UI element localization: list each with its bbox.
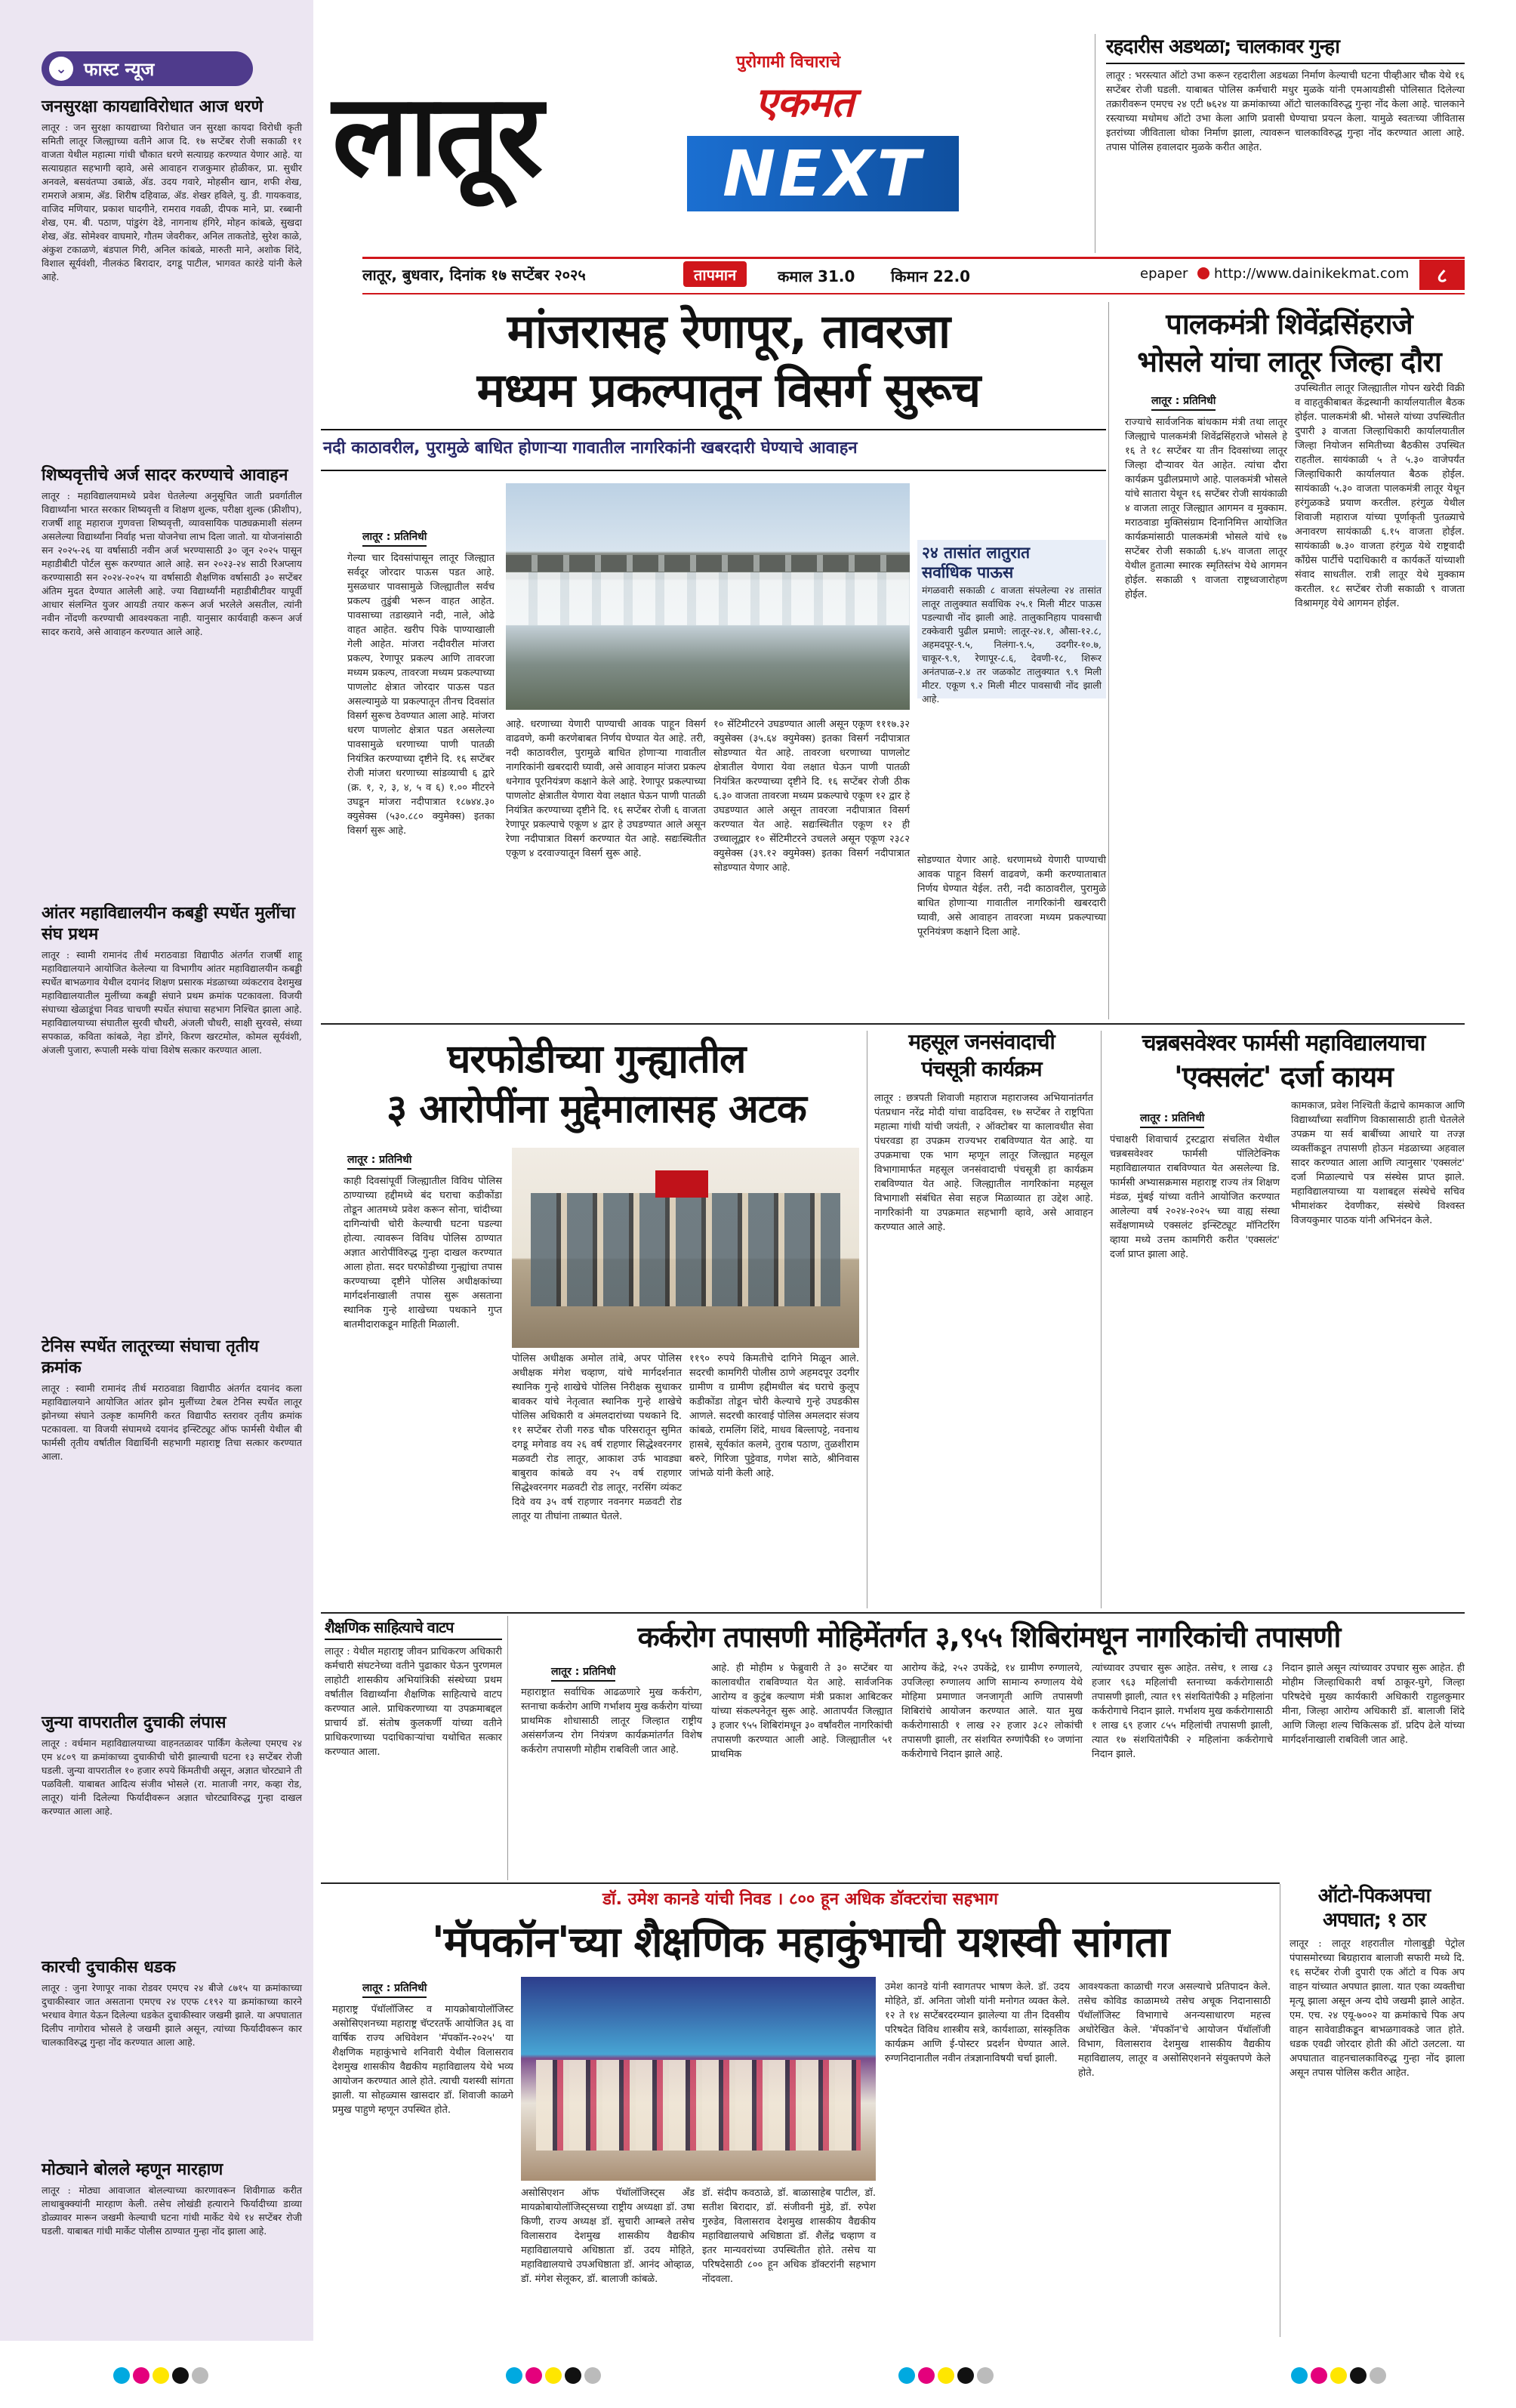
minister-headline-1: पालकमंत्री शिवेंद्रसिंहराजे [1166, 307, 1413, 341]
column-divider [1108, 302, 1109, 1019]
sidebar-news-item [42, 1957, 302, 2147]
epaper-label: epaper [1140, 266, 1188, 282]
section-rule [321, 1023, 1465, 1025]
sidebar-news-body: लातूर : स्वामी रामानंद तीर्थ मराठवाडा विद्यापीठ अंतर्गत दयानंद कला महाविद्यालयाने आयोजित आंतर झोन मुलींच्या टेबल टेनिस स्पर्धेत लातूर झोनच्या संघाने उत्कृष्ट कामगिरी करत विद्यापीठ स्तरावर तृतीय क्रमांक पटकावला. या विजयी संघामध्ये दयानंद इन्स्टिट्यूट ऑफ फार्मसी येथील बी फार्मसी तृतीय वर्षातील विद्यार्थिनी सहभागी महाराष्ट्र तिचा सत्कार करण्यात आला. [42, 1383, 302, 1462]
cancer-body-col-5: निदान झाले असून त्यांच्यावर उपचार सुरू आहेत. ही मोहीम जिल्हाधिकारी वर्षा ठाकूर-घुगे, जिल्हा परिषदेचे मुख्य कार्यकारी अधिकारी राहुलकुमार मीना, जिल्हा आरोग्य अधिकारी डॉ. बालाजी शिंदे आणि जिल्हा शल्य चिकित्सक डॉ. प्रदिप ढेले यांच्या मार्गदर्शनाखाली राबविली जात आहे. [1282, 1663, 1465, 1746]
rain-box [917, 540, 1106, 705]
mapcon-kicker: डॉ. उमेश कानडे यांची निवड । ८०० हून अधिक डॉक्टरांचा सहभाग [602, 1890, 998, 1909]
pharmacy-byline-text: लातूर : प्रतिनिधी [1140, 1111, 1204, 1128]
sidebar-news-item [42, 903, 302, 1341]
cancer-body-col-2: आहे. ही मोहीम ४ फेब्रुवारी ते ३० सप्टेंबर या कालावधीत राबविण्यात येत आहे. सार्वजनिक आरोग्य व कुटुंब कल्याण मंत्री प्रकाश आबिटकर यांच्या संकल्पनेतून सुरू आहे. आतापर्यंत जिल्ह्यात ३ हजार ९५५ शिबिरांमधून ३० वर्षांवरील नागरिकांची तपासणी करण्यात आली आहे. जिल्ह्यातील ५१ प्राथमिक [711, 1663, 892, 1760]
sidebar-news-body: लातूर : वर्धमान महाविद्यालयाच्या वाहनतळावर पार्किंग केलेल्या एमएच २४ एम ४८०९ या क्रमांकाच्या दुचाकीची चोरी झाल्याची घटना १३ सप्टेंबर रोजी घडली. जुन्या वापरातील १० हजार रुपये किंमतीची असून, अज्ञात चोरट्याने ती पळविली. याबाबत आदित्य संजीव भोसले (रा. माताजी नगर, कव्हा रोड, लातूर) यांनी दिलेल्या फिर्यादीवरून अज्ञात चोरट्याविरुद्ध गुन्हा दाखल करण्यात आला आहे. [42, 1737, 302, 1817]
burglary-headline-2: ३ आरोपींना मुद्देमालासह अटक [387, 1087, 806, 1132]
sidebar-news-title: जुन्या वापरातील दुचाकी लंपास [42, 1713, 226, 1732]
mapcon-body-col-2: असोसिएशन ऑफ पॅथॉलॉजिस्ट्स अँड मायक्रोबायोलॉजिस्ट्सच्या राष्ट्रीय अध्यक्षा डॉ. उषा किणी, राज्य अध्यक्ष डॉ. सुचारी आम्बले तसेच विलासराव देशमुख शासकीय वैद्यकीय महाविद्यालयाचे अधिष्ठाता डॉ. उदय मोहिते, महाविद्यालयाचे उपअधिष्ठाता डॉ. आनंद ओव्हाळ, डॉ. मंगेश सेलूकर, डॉ. बालाजी कांबळे. [521, 2188, 695, 2285]
section-rule [321, 1612, 1465, 1614]
rain-box-title-2: सर्वाधिक पाऊस [922, 563, 1014, 581]
rain-box-body: मंगळवारी सकाळी ८ वाजता संपलेल्या २४ तासांत लातूर तालुक्यात सर्वाधिक २५.१ मिली मीटर पाऊस पडल्याची नोंद झाली आहे. तालुकानिहाय पावसाची टक्केवारी पुढील प्रमाणे: लातूर-२४.१, औसा-१२.८, अहमदपूर-९.५, निलंगा-९.५, उदगीर-१०.७, चाकूर-९.९, रेणापूर-८.६, देवणी-१८, शिरूर अनंतपाळ-२.४ तर जळकोट तालुक्यात ९.९ मिली मीटर. एकूण ९.२ मिली मीटर पावसाची नोंद झाली आहे. [922, 584, 1102, 705]
auto-body: लातूर : लातूर शहरातील गोलाबुड्डी पेट्रोल पंपासमोरच्या बिग्रहाराव बालाजी सफारी मध्ये दि. १६ सप्टेंबर रोजी दुपारी एक ऑटो व पिक अप वाहन यांच्यात अपघात झाला. यात एका व्यक्तीचा मृत्यू झाला असून अन्य दोघे जखमी झाले आहेत. एम. एच. २४ एयू-७००२ या क्रमांकाचे पिक अप वाहन सावेवाडीकडून बाभळगावकडे जात होते. धडक एवढी जोरदार होती की ऑटो उलटला. या अपघातात वाहनचालकाविरुद्ध गुन्हा नोंद झाला असून तपास पोलिस करीत आहेत. [1290, 1938, 1465, 2079]
mapcon-headline: 'मॅपकॉन'च्या शैक्षणिक महाकुंभाची यशस्वी सांगता [431, 1918, 1169, 1967]
chevron-down-icon: ⌄ [49, 57, 73, 81]
cancer-body-col-1: महाराष्ट्रात सर्वाधिक आढळणारे मुख कर्करोग, स्तनाचा कर्करोग आणि गर्भाशय मुख कर्करोग यांच्या प्राथमिक शोधासाठी लातूर जिल्हात राष्ट्रीय असंसर्गजन्य रोग नियंत्रण कार्यक्रमांतर्गत विशेष कर्करोग तपासणी मोहीम राबविली जात आहे. [521, 1687, 702, 1756]
sidebar-news-item [42, 2160, 302, 2335]
lead-headline-2: मध्यम प्रकल्पातून विसर्ग सुरूच [476, 362, 981, 418]
pharmacy-byline [1140, 1110, 1204, 1133]
fast-news-header [42, 51, 253, 86]
lead-rule [321, 429, 1106, 430]
temperature-min: किमान 22.0 [891, 267, 971, 285]
sidebar-news-body: लातूर : जुना रेणापूर नाका रोडवर एमएच २४ बीजे ८७१५ या क्रमांकाच्या दुचाकीस्वार जात असताना एमएच २४ एएफ ८१९२ या क्रमांकाच्या कारने भरधाव वेगात येऊन दिलेल्या धडकेत दुचाकीस्वार जखमी झाले. या अपघातात दिलीप नागोराव भोसले हे जखमी झाले असून, त्यांच्या फिर्यादीवरून कार चालकाविरुद्ध गुन्हा नोंद करण्यात आला आहे. [42, 1982, 302, 2048]
mapcon-byline [362, 1980, 427, 2003]
sidebar-news-title: मोठ्याने बोलले म्हणून मारहाण [42, 2160, 223, 2179]
lead-body-col-2: आहे. धरणाच्या येणारी पाण्याची आवक पाहून विसर्ग वाढवणे, कमी करणेबाबत निर्णय घेण्यात येत आहे. तरी, नदी काठावरील, पुरामुळे बाधित होणाऱ्या गावातील नागरिकांनी खबरदारी घ्यावी, असे आवाहन मांजरा प्रकल्प धनेगाव पूरनियंत्रण कक्षाने केले आहे. रेणापूर प्रकल्पाच्या पाणलोट क्षेत्रातील येणारा येवा लक्षात घेऊन पाणी पातळी नियंत्रित करण्याच्या दृष्टीने दि. १६ सप्टेंबर रोजी ६ वाजता रेणापूर प्रकल्पाचे एकूण ४ द्वार हे उघडण्यात आले असून रेणा नदीपात्रात विसर्ग करण्यात येत आहे. सद्यःस्थितीत एकूण ४ दरवाज्यातून विसर्ग सुरू आहे. [506, 719, 706, 859]
lead-body-col-3: १० सेंटिमीटरने उघडण्यात आली असून एकूण १११७.३२ क्युसेक्स (३५.६४ क्युमेक्स) इतका विसर्ग नदीपात्रात सोडण्यात येत आहे. तावरजा धरणाच्या पाणलोट क्षेत्रातील येणारा येवा लक्षात घेऊन पाणी पातळी नियंत्रित करण्याच्या दृष्टीने दि. १६ सप्टेंबर रोजी ठीक ६.३० वाजता तावरजा मध्यम प्रकल्पाचे एकूण १२ द्वार हे उघडण्यात आले असून तावरजा नदीपात्रात विसर्ग करण्यात येत आहे. सद्यःस्थितीत एकूण १२ ही उच्चालूद्वार १० सेंटिमीटरने उचलले असून एकूण २३८२ क्युसेक्स (३९.१२ क्युमेक्स) इतका विसर्ग नदीपात्रात सोडण्यात येणार आहे. [713, 719, 910, 874]
sidebar-news-title: टेनिस स्पर्धेत लातूरच्या संघाचा तृतीय क्रमांक [42, 1337, 259, 1377]
pharmacy-headline-2: 'एक्सलंट' दर्जा कायम [1174, 1060, 1393, 1093]
lead-headline-1: मांजरासह रेणापूर, तावरजा [507, 304, 951, 359]
column-divider [1101, 1031, 1102, 1608]
fast-news-sidebar [0, 0, 313, 2341]
section-rule [321, 1882, 1280, 1884]
dateline: लातूर, बुधवार, दिनांक १७ सप्टेंबर २०२५ [362, 266, 586, 284]
temperature-label: तापमान [694, 265, 737, 284]
cancer-headline: कर्करोग तपासणी मोहिमेंतर्गत ३,९५५ शिबिरांमधून नागरिकांची तपासणी [637, 1620, 1341, 1654]
print-registration-marks [113, 2367, 1434, 2390]
website-url[interactable]: http://www.dainikekmat.com [1214, 266, 1410, 282]
auto-headline-1: ऑटो-पिकअपचा [1317, 1885, 1431, 1907]
burglary-byline-text: लातूर : प्रतिनिधी [347, 1152, 411, 1170]
mapcon-body-col-4: उमेश कानडे यांनी स्वागतपर भाषण केले. डॉ. उदय मोहिते, डॉ. अनिता जोशी यांनी मनोगत व्यक्त केले. १२ ते १४ सप्टेंबरदरम्यान झालेल्या या तीन दिवसीय परिषदेत विविध शास्त्रीय सत्रे, कार्यशाळा, सांस्कृतिक कार्यक्रम आणि ई-पोस्टर प्रदर्शन घेण्यात आले. रुग्णनिदानातील नवीन तंत्रज्ञानाविषयी चर्चा झाली. [885, 1981, 1070, 2064]
next-logo: NEXT [687, 136, 959, 211]
lead-body-col-4: सोडण्यात येणार आहे. धरणामध्ये येणारी पाण्याची आवक पाहून विसर्ग वाढवणे, कमी करण्याताबात निर्णय घेण्यात येईल. तरी, नदी काठावरील, पुरामुळे बाधित होणाऱ्या गावातील नागरिकांनी खबरदारी घ्यावी, असे आवाहन तावरजा मध्यम प्रकल्पाच्या पूरनियंत्रण कक्षाने दिला आहे. [917, 855, 1106, 938]
traffic-news [1106, 34, 1465, 273]
mapcon-body-col-5: आवश्यकता काळाची गरज असल्याचे प्रतिपादन केले. तसेच कोविड काळामध्ये तसेच अचूक निदानासाठी पॅथॉलॉजिस्ट विभागाचे अनन्यसाधारण महत्त्व अधोरेखित केले. 'मॅपकॉन'चे आयोजन पॅथॉलॉजी विभाग, विलासराव देशमुख शासकीय वैद्यकीय महाविद्यालय, लातूर व असोसिएशनने संयुक्तपणे केले होते. [1078, 1981, 1271, 2079]
sidebar-news-title: कारची दुचाकीस धडक [42, 1958, 176, 1977]
lead-body-col-1: गेल्या चार दिवसांपासून लातूर जिल्ह्यात सर्वदूर जोरदार पाऊस पडत आहे. मुसळधार पावसामुळे जिल्ह्यातील सर्वच प्रकल्प तुडुंबी भरून वाहत आहेत. पावसाच्या तडाख्याने नदी, नाले, ओढे वाहत आहेत. खरीप पिके पाण्याखाली गेली आहेत. मांजरा नदीवरील मांजरा प्रकल्प, रेणापूर प्रकल्प आणि तावरजा मध्यम प्रकल्प, तावरजा मध्यम प्रकल्पाच्या पाणलोट क्षेत्रात जोरदार पाऊस पडत असल्यामुळे या प्रकल्पातून तीनच दिवसांत विसर्ग सुरूच ठेवण्यात आला आहे. मांजरा धरण पाणलोट क्षेत्रात पडत असलेल्या पावसामुळे धरणाच्या पाणी पातळी नियंत्रित करण्याच्या दृष्टीने दि. १६ सप्टेंबर रोजी मांजरा धरणाच्या सांडव्याची ६ द्वारे (क्र. १, २, ३, ४, ५ व ६) १.०० मीटरने उघडून मांजरा नदीपात्रात १८७४४.३० क्युसेक्स (५३०.८८० क्युमेक्स) इतका विसर्ग सुरू आहे. [347, 553, 495, 837]
sidebar-news-body: लातूर : जन सुरक्षा कायद्याच्या विरोधात जन सुरक्षा कायदा विरोधी कृती समिती लातूर जिल्ह्याच्या वतीने आज दि. १७ सप्टेंबर रोजी सकाळी ११ वाजता येथील महात्मा गांधी चौकात धरणे सत्याग्रह करण्यात येणार आहे. या सत्याग्रहात सहभागी व्हावे, असे आवाहन राजकुमार होळीकर, प्रा. सुधीर अनवले, बसवंतप्पा उबाळे, ॲड. उदय गवारे, मोहसीन खान, शफी शेख, रामराजे अत्राम, ॲड. शिरीष दहिवाळ, ॲड. शेखर हविले, यु. डी. गायकवाड, वाजिद मणियार, प्रकाश घादगीने, रामराव गवळी, दीपक माने, प्रा. रब्बानी शेख, एम. बी. पठाण, पांडुरंग देडे, नागनाथ हंगिरे, मोहन कांबळे, सुखदा शेख, ॲड. सोमेश्वर वाघमारे, गौतम जेवरीकर, अनिल ताकतोडे, सुरेश काळे, अंकुश टकाळणे, बंडपाल गिरी, अनिल कांबळे, मारुती माने, अशोक शिंदे, विशाल सूर्यवंशी, नीलकंठ बिरादार, दगडू पाटील, भागवत कारंडे यांनी केले आहे. [42, 122, 302, 282]
burglary-body-col-3: ११९० रुपये किमतीचे दागिने मिळून आले. सदरची कामगिरी पोलीस ठाणे अहमदपूर उदगीर ग्रामीण व ग्रामीण हद्दीमधील बंद घराचे कुलूप कडीकोंडा तोडून चोरी केल्याचे गुन्हे उघडकीस आणले. सदरची कारवाई पोलिस अमलदार संजय कांबळे, रामलिंग शिंदे, माधव बिल्लापट्टे, नवनाथ हासबे, सूर्यकांत कलमे, तुराब पठाण, तुळशीराम बरुरे, गिरिजा पुट्टेवाड, गणेश साठे, श्रीनिवास जांभळे यांनी केली आहे. [689, 1353, 859, 1479]
mahsul-headline-1: महसूल जनसंवादाची [908, 1029, 1055, 1054]
temperature-box [683, 261, 747, 287]
lead-rule [321, 470, 1106, 471]
police-arrest-photo [512, 1148, 859, 1348]
brand-tagline: पुरोगामी विचाराचे [736, 53, 841, 72]
mapcon-conference-photo [521, 1977, 876, 2181]
brand-logo: एकमत [755, 79, 854, 126]
sidebar-news-title: शिष्यवृत्तीचे अर्ज सादर करण्याचे आवाहन [42, 466, 288, 485]
mahsul-body: लातूर : छत्रपती शिवाजी महाराज महाराजस्व अभियानांतर्गत पंतप्रधान नरेंद्र मोदी यांचा वाढदिवस, १७ सप्टेंबर ते राष्ट्रपिता महात्मा गांधी यांची जयंती, २ ऑक्टोबर या कालावधीत सेवा पंधरवडा हा उपक्रम राज्यभर राबविण्यात येत आहे. या उपक्रमाचा एक भाग म्हणून लातूर जिल्ह्यात महसूल विभागामार्फत महसूल जनसंवादाची पंचसूत्री हा कार्यक्रम राबविण्यात येत आहे. जिल्ह्यातील नागरिकांना महसूल विभागाशी संबंधित सेवा सहज मिळाव्यात हा उद्देश आहे. नागरिकांनी या उपक्रमात सहभागी व्हावे, असे आवाहन करण्यात आले आहे. [874, 1093, 1093, 1233]
sidebar-news-item [42, 465, 302, 890]
masthead-title: लातूर [332, 70, 541, 202]
supplies-headline: शैक्षणिक साहित्याचे वाटप [325, 1616, 502, 1640]
page-number: ८ [1419, 260, 1465, 290]
burglary-headline-1: घरफोडीच्या गुन्ह्यातील [447, 1037, 746, 1082]
burglary-body-col-1: काही दिवसांपूर्वी जिल्ह्यातील विविध पोलिस ठाण्याच्या हद्दीमध्ये बंद घराचा कडीकोंडा तोडून आतमध्ये प्रवेश करून सोना, चांदीच्या दागिन्यांची चोरी केल्याची घटना घडल्या होत्या. त्यावरून विविध पोलिस ठाण्यात अज्ञात आरोपींविरुद्ध गुन्हा दाखल करण्यात आला होता. सदर घरफोडीच्या गुन्ह्यांचा तपास करण्याच्या दृष्टीने पोलिस अधीक्षकांच्या मार्गदर्शनाखाली तपास सुरू असताना स्थानिक गुन्हे शाखेच्या पथकाने गुप्त बातमीदाराकडून माहिती मिळाली. [344, 1176, 502, 1330]
pharmacy-body-col-2: कामकाज, प्रवेश निश्चिती केंद्राचे कामकाज आणि विद्यार्थ्यांच्या सर्वांगिण विकासासाठी हाती घेतलेले उपक्रम या सर्व बाबींच्या आधारे या तज्ज्ञ व्यक्तींकडून तपासणी होऊन मंडळाच्या अहवाल सादर करण्यात आला आणि त्यानुसार 'एक्सलंट' दर्जा मिळाल्याचे पत्र संस्थेस प्राप्त झाले. महाविद्यालयाच्या या यशाबद्दल संस्थेचे सचिव भीमाशंकर देवणीकर, संस्थेचे विश्वस्त विजयकुमार पाठक यांनी अभिनंदन केले. [1291, 1100, 1465, 1226]
sidebar-news-item [42, 1713, 302, 1933]
column-divider [507, 1616, 508, 1880]
auto-headline-2: अपघात; १ ठार [1322, 1909, 1426, 1932]
pharmacy-headline-1: चन्नबसवेश्वर फार्मसी महाविद्यालयाचा [1142, 1030, 1425, 1056]
minister-headline-2: भोसले यांचा लातूर जिल्हा दौरा [1137, 345, 1441, 378]
sidebar-news-title: आंतर महाविद्यालयीन कबड्डी स्पर्धेत मुलींचा संघ प्रथम [42, 904, 295, 944]
mahsul-headline-2: पंचसूत्री कार्यक्रम [921, 1056, 1042, 1081]
cancer-byline [551, 1663, 615, 1686]
temperature-max: कमाल 31.0 [778, 267, 855, 285]
masthead-rule-bottom [362, 293, 1465, 294]
sidebar-news-body: लातूर : स्वामी रामानंद तीर्थ मराठवाडा विद्यापीठ अंतर्गत राजर्षी शाहू महाविद्यालयाने आयोजित केलेल्या या विभागीय आंतर महाविद्यालयीन कबड्डी स्पर्धेत बाभळगाव येथील दयानंद शिक्षण प्रसारक मंडळाच्या व्यंकटराव देशमुख महाविद्यालयातील मुलींच्या कबड्डी संघाने प्रथम क्रमांक पटकावला. विजयी संघाच्या खेळाडूंचा निवड चाचणी स्पर्धेत संघाचा सहभाग निश्चित झाला आहे. महाविद्यालयाच्या संघातील सुरवी चौधरी, अंजली चौधरी, साक्षी सुरवसे, संध्या सपकाळ, कविता कांबळे, नेहा डोंगरे, किरण खरटमोल, कोमल सूर्यवंशी, अंजली पुजारा, रूपाली मस्के यांचा विशेष सत्कार करण्यात आला. [42, 949, 302, 1056]
burglary-body-col-2: पोलिस अधीक्षक अमोल तांबे, अपर पोलिस अधीक्षक मंगेश चव्हाण, यांचे मार्गदर्शनात स्थानिक गुन्हे शाखेचे पोलिस निरीक्षक सुधाकर बावकर यांचे नेतृत्वात स्थानिक गुन्हे शाखेचे पोलिस अधिकारी व अंमलदारांच्या पथकाने दि. ११ सप्टेंबर रोजी गरुड चौक परिसरातून सुमित दगडू मगेवाड वय २६ वर्ष राहणार सिद्धेश्वरनगर मळवटी रोड लातूर, आकाश उर्फ भावड्या बाबुराव कांबळे वय २५ वर्ष राहणार सिद्धेश्वरनगर मळवटी रोड लातूर, नरसिंग व्यंकट दिवे वय ३५ वर्ष राहणार नवनगर मळवटी रोड लातूर या तीघांना ताब्यात घेतले. [512, 1353, 682, 1522]
dam-photo [506, 483, 910, 710]
cancer-byline-text: लातूर : प्रतिनिधी [551, 1664, 615, 1682]
minister-body-col-1: राज्याचे सार्वजनिक बांधकाम मंत्री तथा लातूर जिल्ह्याचे पालकमंत्री शिवेंद्रसिंहराजे भोसले हे १६ ते १८ सप्टेंबर या तीन दिवसांच्या लातूर जिल्हा दौऱ्यावर येत आहेत. त्यांचा दौरा कार्यक्रम पुढीलप्रमाणे आहे. पालकमंत्री भोसले यांचे सातारा येथून १६ सप्टेंबर रोजी सायंकाळी ४ वाजता लातूर जिल्ह्यात आगमन व मुक्काम. मराठवाडा मुक्तिसंग्राम दिनानिमित्त आयोजित कार्यक्रमांसाठी पालकमंत्री भोसले यांचे १७ सप्टेंबर रोजी सकाळी ६.४५ वाजता लातूर येथील हुतात्मा स्मारक स्मृतिस्तंभ येथे आगमन होईल. सकाळी ९ वाजता राष्ट्रध्वजारोहण होईल. [1125, 417, 1287, 600]
lead-byline [362, 529, 498, 551]
cancer-body-col-4: त्यांच्यावर उपचार सुरू आहेत. तसेच, १ लाख ८३ हजार ९६३ महिलांची स्तनाच्या कर्करोगासाठी तपासणी झाली, त्यात १९ संशयितांपैकी ३ महिलांना कर्करोगाचे निदान झाले. गर्भाशय मुख कर्करोगासाठी १ लाख ६९ हजार ८५५ महिलांची तपासणी झाली, त्यात १७ संशयितांपैकी २ महिलांना कर्करोगाचे निदान झाले. [1092, 1663, 1273, 1760]
sidebar-news-title: जनसुरक्षा कायद्याविरोधात आज धरणे [42, 97, 263, 116]
sidebar-news-body: लातूर : मोठ्या आवाजात बोलल्याच्या कारणावरून शिवीगाळ करीत लाथाबुक्क्यांनी मारहाण केली. तसेच लोखंडी हत्याराने फिर्यादीच्या डाव्या डोळ्यावर मारून जखमी केल्याची घटना गांधी मार्केट येथे १४ सप्टेंबर रोजी घडली. याबाबत गांधी मार्केट पोलीस ठाण्यात गुन्हा नोंद झाला आहे. [42, 2184, 302, 2237]
rain-box-title-1: २४ तासांत लातुरात [922, 544, 1031, 562]
traffic-headline: रहदारीस अडथळा; चालकावर गुन्हा [1106, 34, 1465, 64]
mapcon-body-col-1: महाराष्ट्र पॅथॉलॉजिस्ट व मायक्रोबायोलॉजिस्ट असोसिएशनच्या महाराष्ट्र चॅप्टरतर्फे आयोजित ३६ वा वार्षिक राज्य अधिवेशन 'मॅपकॉन-२०२५' या शैक्षणिक महाकुंभाचे शनिवारी येथील विलासराव देशमुख शासकीय वैद्यकीय महाविद्यालय येथे भव्य आयोजन करण्यात आले होते. त्याची यशस्वी सांगता झाली. या सोहळ्यास खासदार डॉ. शिवाजी काळगे प्रमुख पाहुणे म्हणून उपस्थित होते. [332, 2004, 513, 2116]
minister-body-col-2: उपस्थितीत लातूर जिल्ह्यातील गोपन खरेदी विक्री व वाहतुकीबाबत केंद्रस्थानी कार्यालयातील बैठक होईल. पालकमंत्री श्री. भोसले यांच्या उपस्थितीत दुपारी ३ वाजता जिल्हाधिकारी कार्यालयातील जिल्हा नियोजन समितीच्या बैठकीस उपस्थित राहतील. सायंकाळी ५ ते ५.३० वाजेपर्यंत जिल्हाधिकारी कार्यालयात बैठक होईल. सायंकाळी ५.३० वाजता पालकमंत्री लातूर येथून हरंगुळकडे प्रयाण करतील. हरंगुळ येथील शिवाजी महाराज यांच्या पूर्णाकृती पुतळ्याचे अनावरण सायंकाळी ६.१५ वाजता होईल. सायंकाळी ७.३० वाजता हरंगुळ येथे राष्ट्रवादी काँग्रेस पार्टीचे पदाधिकारी व कार्यकर्ते यांच्याशी संवाद साधतील. रात्री लातूर येथे मुक्काम करतील. १८ सप्टेंबर रोजी सकाळी ९ वाजता विश्रामगृह येथे आगमन होईल. [1295, 383, 1465, 609]
lead-subhead: नदी काठावरील, पुरामुळे बाधित होणाऱ्या गावातील नागरिकांनी खबरदारी घेण्याचे आवाहन [323, 439, 858, 458]
supplies-body: लातूर : येथील महाराष्ट्र जीवन प्राधिकरण अधिकारी कर्मचारी संघटनेच्या वतीने पुढाकार घेऊन पुरणमल लाहोटी शासकीय अभियांत्रिकी संस्थेच्या प्रथम वर्षातील विद्यार्थ्यांना शैक्षणिक साहित्याचे वाटप करण्यात आले. प्राधिकरणाच्या या उपक्रमाबद्दल प्राचार्य डॉ. संतोष कुलकर्णी यांच्या वतीने प्राधिकरणाच्या पदाधिकाऱ्यांचा यथोचित सत्कार करण्यात आला. [325, 1646, 502, 1758]
mapcon-body-col-3: डॉ. संदीप कवठाळे, डॉ. बाळासाहेब पाटील, डॉ. सतीश बिरादार, डॉ. संजीवनी मुंडे, डॉ. रुपेश गुरुडेव, विलासराव देशमुख शासकीय वैद्यकीय महाविद्यालयाचे अधिष्ठाता डॉ. शैलेंद्र चव्हाण व इतर मान्यवरांच्या उपस्थितीत होते. तसेच या परिषदेसाठी ८०० हून अधिक डॉक्टरांनी सहभाग नोंदवला. [702, 2188, 876, 2285]
minister-byline [1151, 393, 1216, 415]
mapcon-byline-text: लातूर : प्रतिनिधी [362, 1981, 427, 1998]
minister-byline-text: लातूर : प्रतिनिधी [1151, 393, 1216, 411]
sidebar-news-item [42, 1337, 302, 1722]
fast-news-title: फास्ट न्यूज [84, 58, 155, 80]
traffic-body: लातूर : भरस्त्यात ऑटो उभा करून रहदारीला अडथळा निर्माण केल्याची घटना पीव्हीआर चौक येथे १६ सप्टेंबर रोजी घडली. याबाबत पोलिस कर्मचारी मधुर मुळके यांनी एमआयडीसी पोलिसात दिलेल्या तक्रारीवरून एमएच २४ एटी ७६२४ या क्रमांकाच्या ऑटो चालकाविरुद्ध गुन्हा नोंद केला आहे. चालकाने रस्त्याच्या मधोमध ऑटो उभा केला आणि प्रवासी घेण्याचा प्रयत्न केला. यामुळे स्वतःच्या जीवितास इतरांच्या जीविताला धोका निर्माण झाला, त्यावरून चालकाविरुद्ध गुन्हा नोंद करण्यात आला आहे. तपास पोलिस हवालदार मुळके करीत आहेत. [1106, 70, 1465, 153]
lead-byline-text: लातूर : प्रतिनिधी [362, 529, 427, 547]
pharmacy-body-col-1: पंचाक्षरी शिवाचार्य ट्रस्टद्वारा संचलित येथील चन्नबसवेश्वर फार्मसी पॉलिटेक्निक महाविद्यालयात राबविण्यात येत असलेल्या डि. फार्मसी अभ्यासक्रमास महाराष्ट्र राज्य तंत्र शिक्षण मंडळ, मुंबई यांच्या वतीने आयोजित करण्यात आलेल्या वर्ष २०२४-२०२५ च्या वाह्य संस्था सर्वेक्षणामध्ये एक्सलंट इन्स्टिट्यूट मॉनिटरिंग व्हाया मध्ये उत्तम कामगिरी करीत 'एक्सलंट' दर्जा प्राप्त झाला आहे. [1110, 1134, 1280, 1260]
cancer-body-col-3: आरोग्य केंद्रे, २५२ उपकेंद्रे, १४ ग्रामीण रुग्णालये, उपजिल्हा रुग्णालय आणि सामान्य रुग्णालय येथे मोहिमा प्रमाणात जनजागृती आणि तपासणी शिबिरांचे आयोजन करण्यात आले. यात मुख कर्करोगासाठी १ लाख २२ हजार ३८२ लोकांची तपासणी झाली, तर संशयित रुग्णांपैकी १० जणांना कर्करोगाचे निदान झाले आहे. [901, 1663, 1083, 1760]
sidebar-news-body: लातूर : महाविद्यालयामध्ये प्रवेश घेतलेल्या अनुसूचित जाती प्रवर्गातील विद्यार्थ्यांना भारत सरकार शिष्यवृत्ती व शिक्षण शुल्क, परीक्षा शुल्क (फ्रीशीप), राजर्षी शाहू महाराज गुणवत्ता शिष्यवृत्ती, व्यावसायिक पाठ्यक्रमाशी संलग्न असलेल्या विद्यार्थ्यांना निर्वाह भत्ता योजनेचा लाभ दिला जातो. या योजनांसाठी सन २०२५-२६ या वर्षासाठी नवीन अर्ज भरण्यासाठी ३० जून २०२५ पासून महाडीबीटी पोर्टल सुरू करण्यात आले आहे. सन २०२३-२४ साठी रिअप्लाय करण्यासाठी सन २०२४-२०२५ या वर्षासाठी शैक्षणिक वर्षासाठी ३० सप्टेंबर अंतिम मुदत देण्यात आलेली आहे. ज्या विद्यार्थ्यांनी महाडीबीटीवर यापूर्वी आधार संलग्नित युजर आयडी तयार करून अर्ज भरलेले असतील, त्यांनी नवीन नोंदणी करण्याची आवश्यकता नाही. यानुसार कार्यवाही करून अर्ज सादर करावे, असे आवाहन करण्यात आले आहे. [42, 490, 302, 637]
sidebar-news-item [42, 97, 302, 441]
burglary-byline [347, 1152, 411, 1174]
